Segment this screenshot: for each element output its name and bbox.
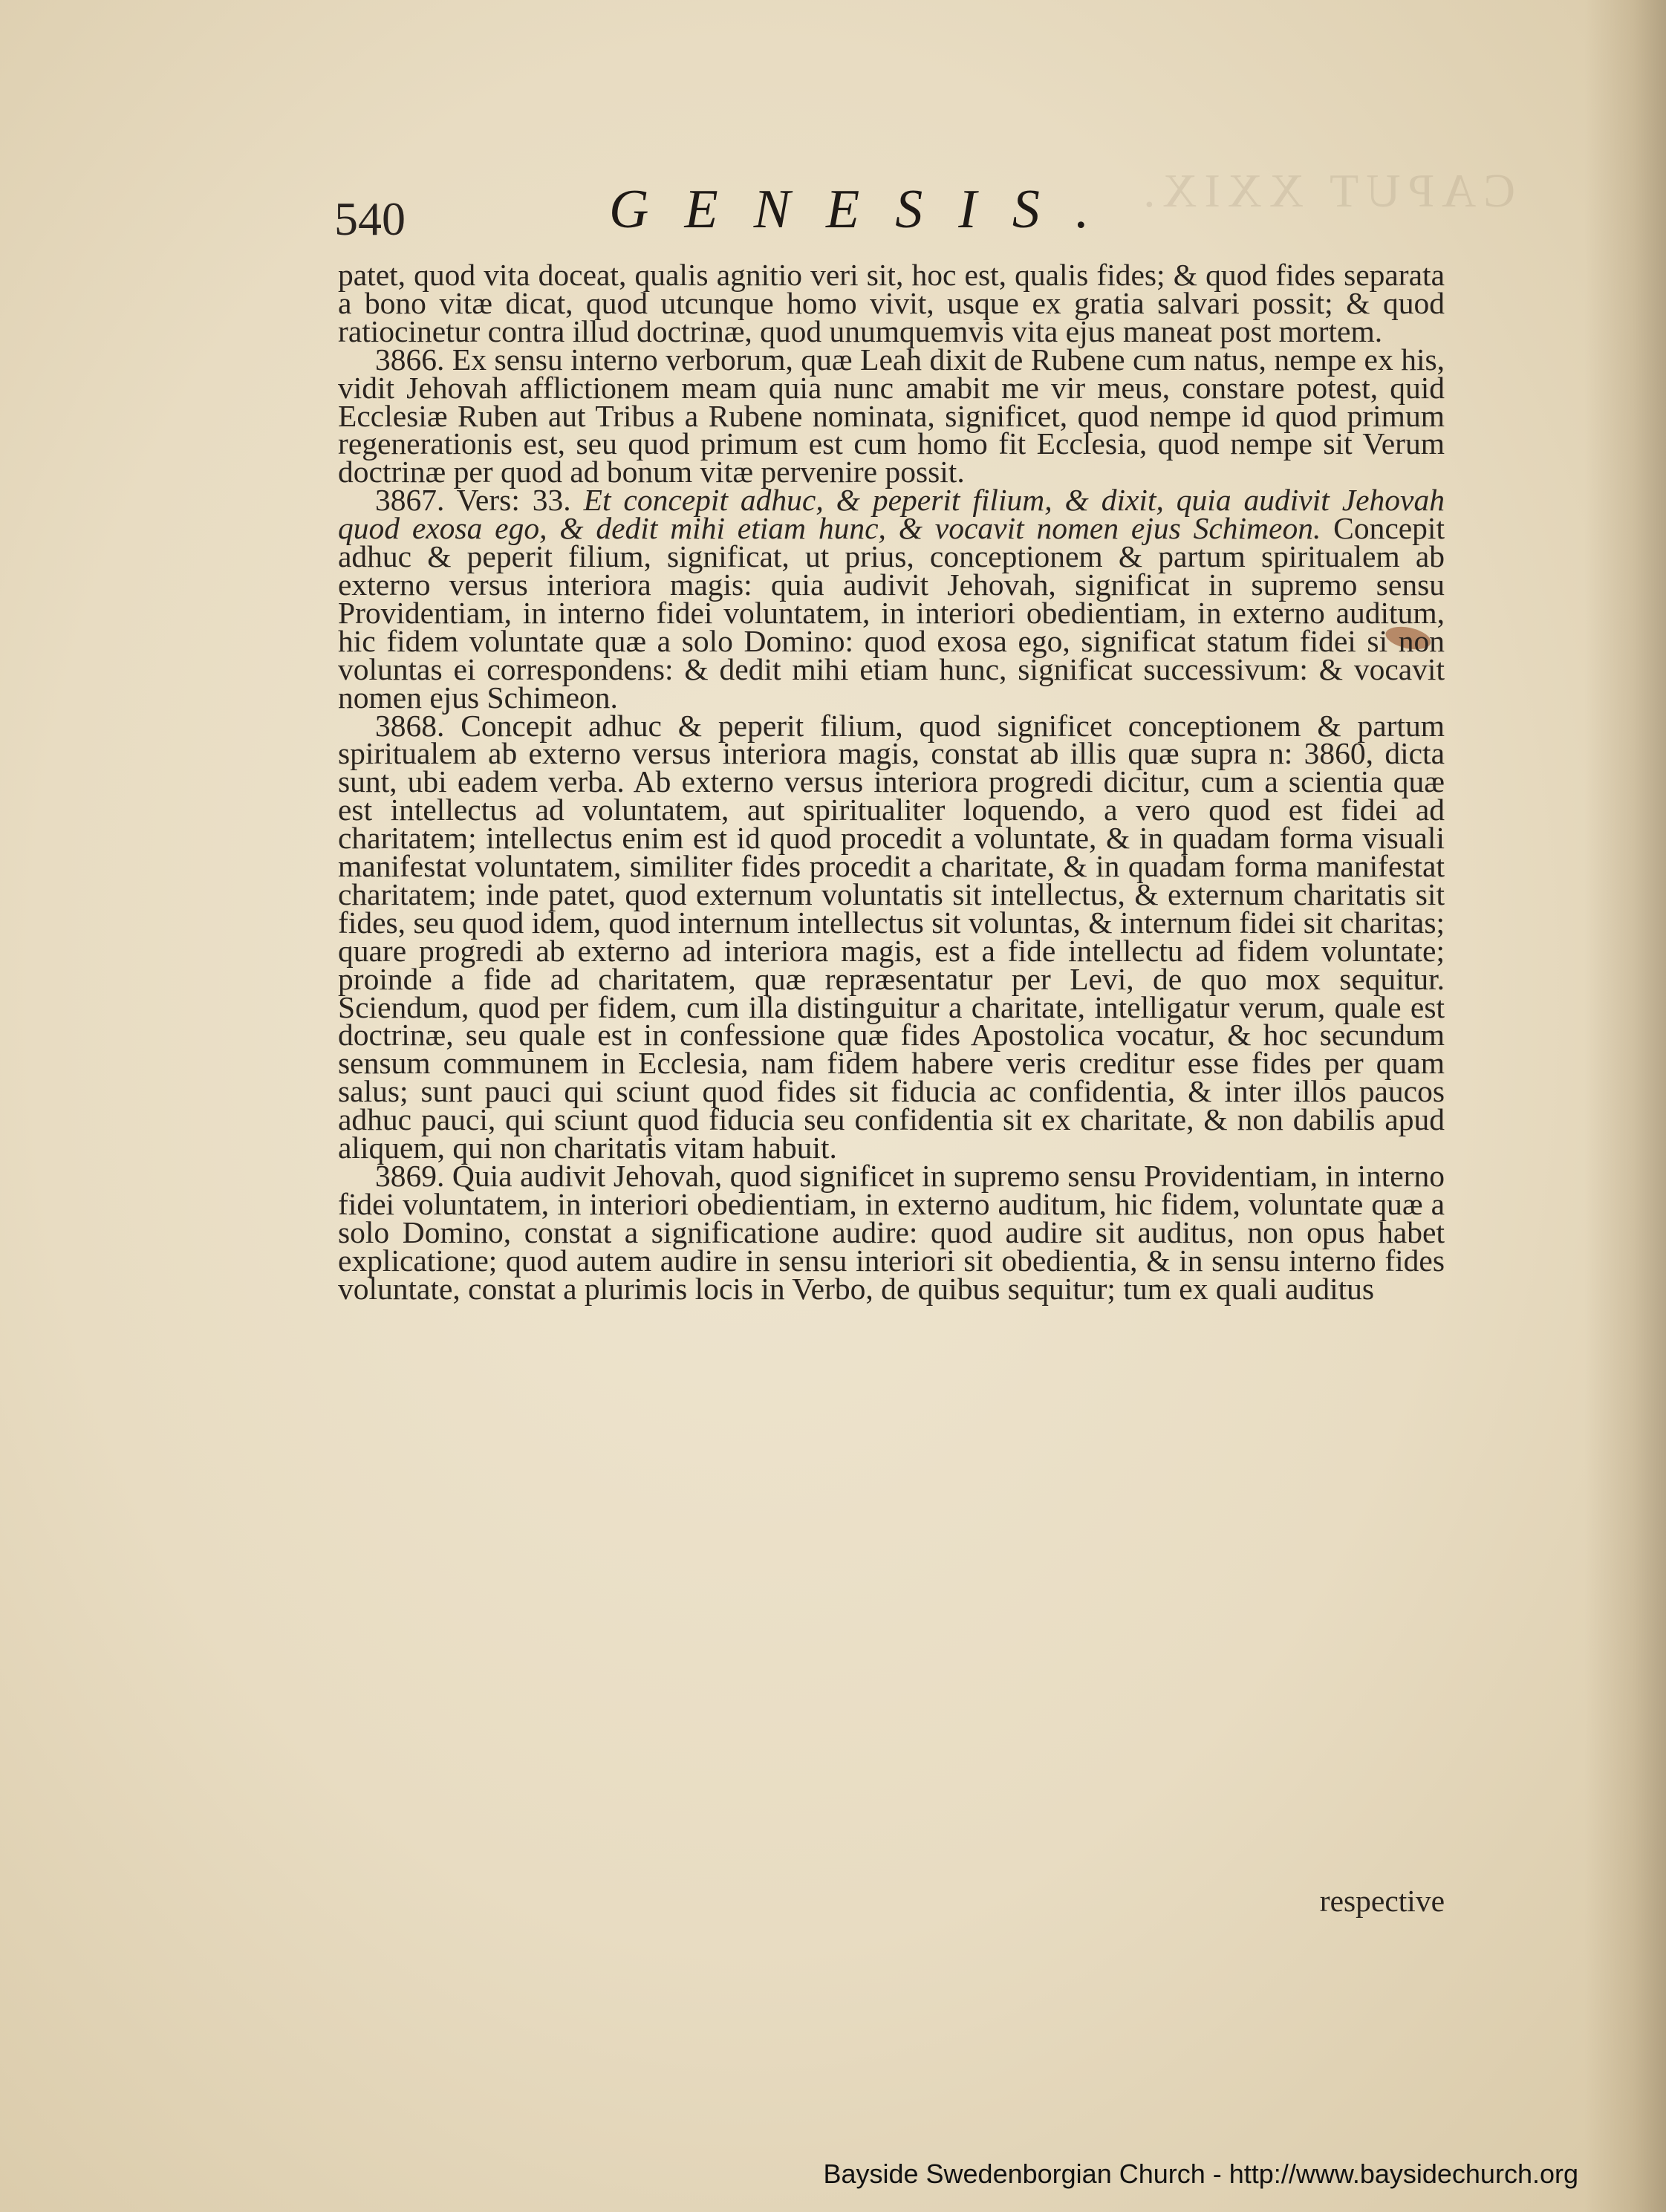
footer-credit: Bayside Swedenborgian Church - http://www.baysidechurch.org (823, 2159, 1578, 2189)
paragraph-text: Vers: 33. (456, 483, 584, 518)
paragraph-number: 3867. (375, 483, 457, 518)
paragraph-3866 (338, 342, 1445, 489)
body-text (338, 258, 1445, 1306)
paragraph-3867 (338, 483, 1445, 715)
paragraph-number: 3869. (375, 1159, 452, 1193)
page-header (334, 178, 1448, 260)
bleed-through-text: CAPUT XXIX. (1136, 164, 1515, 217)
footer (0, 2145, 1666, 2212)
running-title: GENESIS. (609, 179, 1125, 240)
page-edge-shadow (1584, 0, 1666, 2212)
page-number: 540 (334, 192, 406, 245)
paragraph-text: patet, quod vita doceat, qualis agnitio veri sit, hoc est, qualis fides; & quod fides separata a bono vitæ dicat, quod utcunque homo vivit, usque ex gratia salvari possit; & quod ratiocinetur contra illud doctrinæ, quod unumquemvis vita ejus maneat post mortem. (338, 258, 1445, 348)
paragraph-text: Quia audivit Jehovah, quod significet in supremo sensu Providentiam, in interno fidei voluntatem, in interiori obedientiam, in externo auditum, hic fidem, voluntate quæ a solo Domino, constat a significatione audire: quod audire sit auditus, non opus habet explicatione; quod autem audire in sensu interiori sit obedientia, & in sensu interno fides voluntate, constat a plurimis locis in Verbo, de quibus sequitur; tum ex quali auditus (338, 1159, 1445, 1306)
catchword: respective (1319, 1884, 1445, 1918)
paragraph-text: Concepit adhuc & peperit filium, significat, ut prius, conceptionem & partum spiritualem ab externo versus interiora magis: quia audivit Jehovah, significat in supremo sensu Providentiam, in interno fidei voluntatem, in interiori obedientiam, in externo auditum, hic fidem voluntate quæ a solo Domino: quod exosa ego, significat statum fidei si non voluntas ei correspondens: & dedit mihi etiam hunc, significat successivum: & vocavit nomen ejus Schimeon. (338, 511, 1445, 715)
scripture-quote: Et concepit adhuc, & peperit filium, & dixit, quia audivit Jehovah quod exosa ego, & dedit mihi etiam hunc, & vocavit nomen ejus Schimeon. (338, 483, 1445, 546)
paragraph-number: 3866. (375, 342, 452, 377)
paragraph-number: 3868. (375, 708, 461, 743)
paragraph-text: Concepit adhuc & peperit filium, quod significet conceptionem & partum spiritualem ab externo versus interiora magis, constat ab illis quæ supra n: 3860, dicta sunt, ubi eadem verba. Ab externo versus interiora progredi dicitur, cum a scientia quæ est intellectus ad voluntatem, aut spiritualiter loquendo, a vero quod est fidei ad charitatem; intellectus enim est id quod procedit a voluntate, & in quadam forma visuali manifestat voluntatem, similiter fides procedit a charitate, & in quadam forma manifestat charitatem; inde patet, quod externum voluntatis sit intellectus, & externum charitatis sit fides, seu quod idem, quod internum intellectus sit voluntas, & internum fidei sit charitas; quare progredi ab externo ad interiora magis, est a fide intellectu ad fidem voluntate; proinde a fide ad charitatem, quæ repræsentatur per Levi, de quo mox sequitur. Sciendum, quod per fidem, cum illa distinguitur a charitate, intelligatur verum, quale est doctrinæ, seu quale est in confessione quæ fides Apostolica vocatur, & hoc secundum sensum communem in Ecclesia, nam fidem habere veris creditur esse fides per quam salus; sunt pauci qui sciunt quod fides sit fiducia ac confidentia, & inter illos paucos adhuc pauci, qui sciunt quod fiducia seu confidentia sit ex charitate, & non dabilis apud aliquem, qui non charitatis vitam habuit. (338, 708, 1445, 1165)
paragraph-text: Ex sensu interno verborum, quæ Leah dixit de Rubene cum natus, nempe ex his, vidit Jehovah afflictionem meam quia nunc amabit me vir meus, constare potest, quid Ecclesiæ Ruben aut Tribus a Rubene nominata, significet, quod nempe id quod primum regenerationis est, seu quod primum est cum homo fit Ecclesia, quod nempe sit Verum doctrinæ per quod ad bonum vitæ pervenire possit. (338, 342, 1445, 489)
paragraph-3869 (338, 1159, 1445, 1306)
paragraph-3868 (338, 708, 1445, 1165)
paragraph-continuation (338, 258, 1445, 348)
